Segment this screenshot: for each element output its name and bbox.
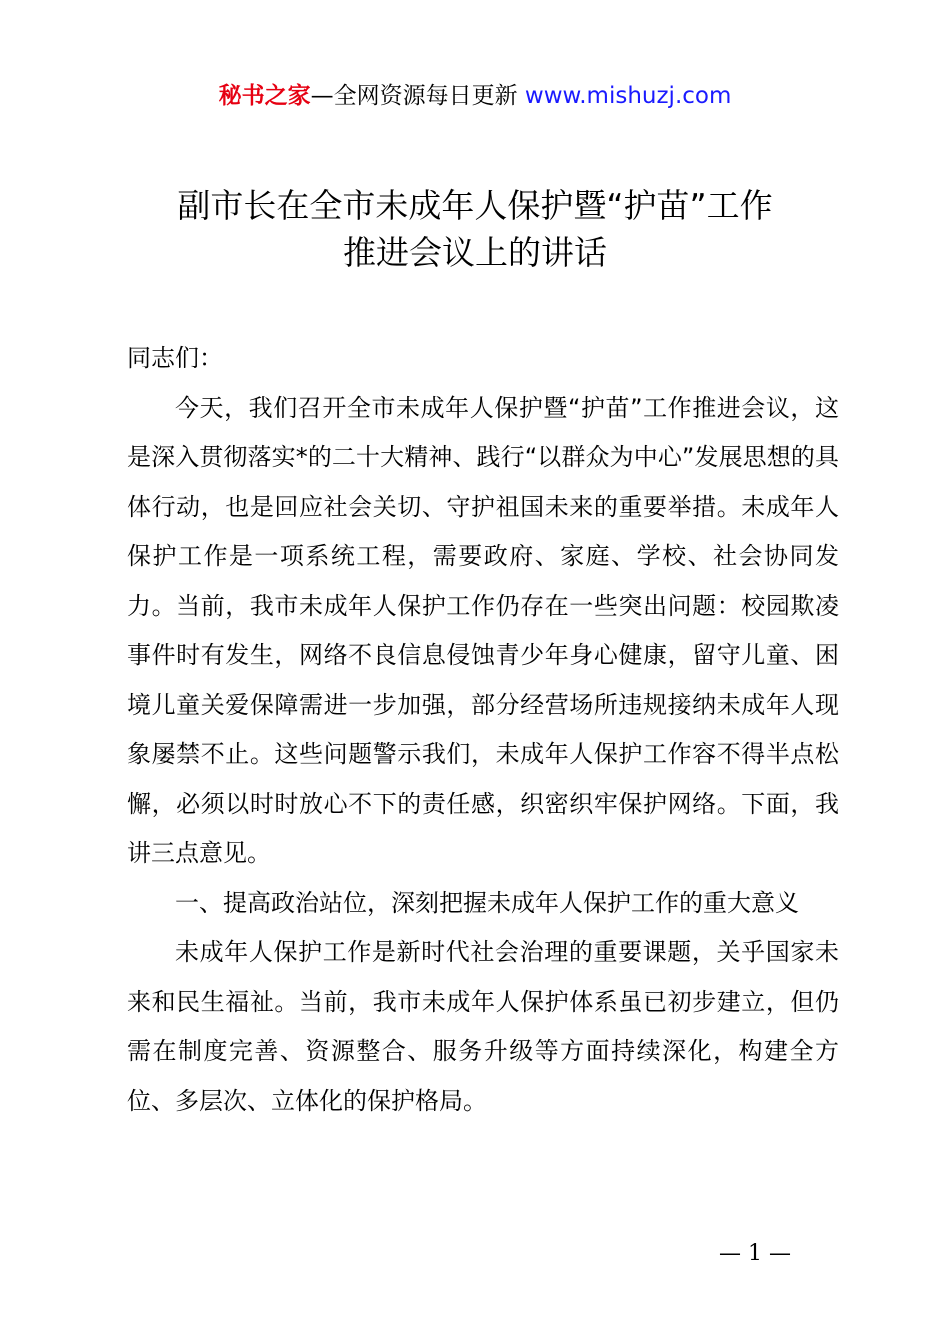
paragraph-section-1: 未成年人保护工作是新时代社会治理的重要课题，关乎国家未来和民生福祉。当前，我市未成年人保护体系虽已初步建立，但仍需在制度完善、资源整合、服务升级等方面持续深化，构建全方位、多层次、立体化的保护格局。: [127, 938, 839, 1115]
page-number: — 1 —: [719, 1241, 791, 1266]
document-title-line-1: 副市长在全市未成年人保护暨“护苗”工作: [177, 186, 773, 225]
site-tagline: —全网资源每日更新: [310, 83, 518, 109]
document-title-line-2: 推进会议上的讲话: [343, 233, 607, 272]
site-brand: 秘书之家: [218, 83, 311, 109]
site-url-link[interactable]: www.mishuzj.com: [524, 83, 732, 109]
site-banner: [0, 80, 950, 112]
section-heading-1: 一、提高政治站位，深刻把握未成年人保护工作的重大意义: [175, 888, 799, 917]
document-body: [127, 334, 839, 1126]
paragraph-intro: 今天，我们召开全市未成年人保护暨“护苗”工作推进会议，这是深入贯彻落实*的二十大精神、践行“以群众为中心”发展思想的具体行动，也是回应社会关切、守护祖国未来的重要举措。未成年人保护工作是一项系统工程，需要政府、家庭、学校、社会协同发力。当前，我市未成年人保护工作仍存在一些突出问题：校园欺凌事件时有发生，网络不良信息侵蚀青少年身心健康，留守儿童、困境儿童关爱保障需进一步加强，部分经营场所违规接纳未成年人现象屡禁不止。这些问题警示我们，未成年人保护工作容不得半点松懈，必须以时时放心不下的责任感，织密织牢保护网络。下面，我讲三点意见。: [127, 393, 839, 867]
salutation: 同志们：: [127, 344, 223, 372]
document-title: [0, 182, 950, 276]
